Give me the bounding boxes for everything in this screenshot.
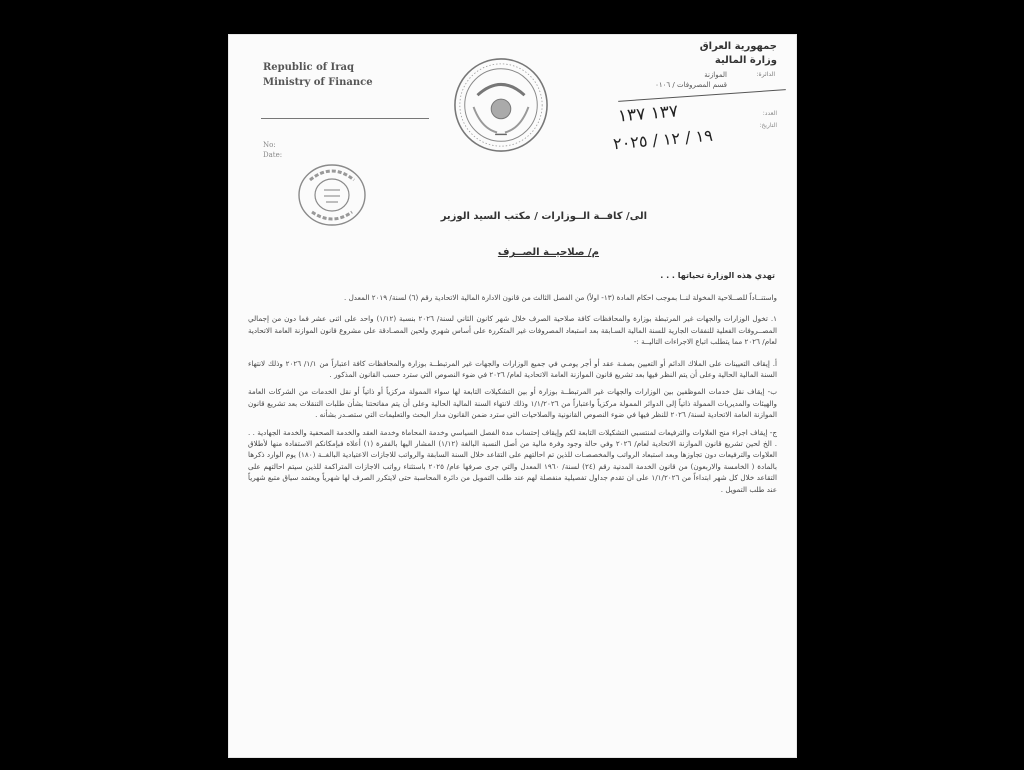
republic-label: Republic of Iraq (263, 62, 354, 73)
ministry-label: Ministry of Finance (263, 77, 373, 88)
document-page (228, 34, 797, 758)
date-label: Date: (263, 151, 283, 159)
english-letterhead (263, 60, 373, 90)
ministry-seal-icon (452, 56, 550, 154)
letterhead-divider (261, 118, 429, 119)
item-1: ١. تخول الوزارات والجهات غير المرتبطة بوزارة والمحافظات كافة صلاحية الصرف خلال شهر كانون الثاني لسنة/ ٢٠٢٦ بنسبة (١/١٢) واحد على اثنى عشر فما دون من إجمالي المصــروفات الفعلية للنفقات الجارية للسنة المالية السـابقة بعد استبعاد المصروفات غير المتكررة على أساس شهري ولحين المصـادقة على مشروع قانون الموازنة العامة الاتحادية لعام/ ٢٠٢٦ مما يتطلب اتباع الاجراءات التاليــة :- (248, 314, 778, 347)
greeting: تهدي هذه الوزارة تحياتها . . . (660, 271, 775, 280)
item-a: أ. إيقاف التعيينات على الملاك الدائم أو التعيين بصفـة عقد أو أجر يومـي في جميع الوزارات والجهات غير المرتبطــة بوزارة والمحافظات كافة اعتباراً من ١/١/ ٢٠٢٦ وذلك لانتهاء السنة المالية الحالية وعلى أن يتم النظر فيها بعد تشريع قانون الموازنة العامة الاتحادية لعام/ ٢٠٢٦ في ضوء النصوص التي سترد حسب القانون المذكور . (248, 358, 777, 380)
directorate-info (655, 70, 727, 90)
stamp-icon (296, 162, 368, 228)
arabic-letterhead-divider (618, 89, 786, 102)
arabic-letterhead (700, 40, 777, 68)
directorate-label: الدائرة: (756, 71, 775, 78)
document-body (248, 292, 777, 495)
date-label-ar: التاريخ: (759, 122, 777, 129)
ministry-label-ar: وزارة المالية (714, 55, 777, 66)
item-b: ب- إيقاف نقل خدمات الموظفين بين الوزارات والجهات غير المرتبطــة بوزارة أو بين التشكيلات التابعة لها سواء الممولة مركزياً أو ذاتياً أو نقل الخدمات من الشركات العامة والهيئات والمديريات الممولة ذاتياً إلى الدوائر الممولة مركزياً واعتباراً من ١/١/٢٠٢٦ وذلك لانتهاء السنة المالية الحالية وعلى أن يتم مفاتحتنا بشأن طلبات التنقلات بعد تشريع قانون الموازنة العامة الاتحادية لسنة/ ٢٠٢٦ للنظر فيها في ضوء النصوص القانونية والصلاحيات التي سترد ضمن القانون مدار البحث والتعليمات التي ستصـدر بشأنه . (248, 387, 777, 420)
arabic-ref-labels (759, 108, 777, 132)
handwritten-date: ١٩ / ١٢ / ٢٠٢٥ (612, 125, 714, 154)
english-ref-labels (263, 140, 282, 160)
addressee: الى/ كافــة الــوزارات / مكتب السيد الوزير (440, 211, 647, 222)
section-name: قسم المصروفات / ٠١٠٦ (655, 81, 727, 89)
directorate-name: الموازنة (704, 71, 727, 79)
subject-line: م/ صلاحيــة الصــرف (497, 247, 599, 258)
republic-label-ar: جمهورية العراق (699, 41, 777, 52)
intro-paragraph: واستنــاداً للصــلاحية المخولة لنــا بموجب احكام المادة (١٣- اولاً) من الفصل الثالث من قانون الادارة المالية الاتحادية رقم (٦) لسنة/ ٢٠١٩ المعدل . (344, 293, 777, 302)
no-label: No: (263, 141, 276, 149)
number-label-ar: العدد: (762, 110, 777, 117)
handwritten-number: ١٣٧ ١٣٧ (617, 101, 679, 127)
item-c: ج- إيقاف اجراء منح العلاوات والترفيعات لمنتسبي التشكيلات التابعة لكم وإيقاف إحتساب مدة الفصل السياسي وخدمة المحاماة وخدمة العقد والخدمة الصحفية والخدمة الجهادية . . . الخ لحين تشريع قانون الموازنة الاتحادية لعام/ ٢٠٢٦ وفي حالة وجود وفرة مالية من أصل النسبة البالغة (١/١٢) المشار اليها بالفقرة (١) أعلاه فبإمكانكم الاستفادة منها لأطلاق العلاوات والترفيعات دون تجاوزها وبعد استبعاد الرواتب والمخصصـات للذين تم احالتهم على التقاعد خلال السنة السابقة والرواتب للاجازات الاعتيادية البالغــة (١٨٠) يوم الوارد ذكرها بالمادة ( الخامسة والاربعون) من قانون الخدمة المدنية رقم (٢٤) لسنة/ ١٩٦٠ المعدل والتي جرى صرفها عام/ ٢٠٢٥ باستثناء رواتب الاجازات المتراكمة للذين سيتم احالتهم على التقاعد خلال كل شهر ابتداءاً من ١/١/٢٠٢٦ على ان تقدم جداول تفصيلية منفصلة لهم عند طلب التمويل من دائرة المحاسبة حتى لايتكرر الصرف لها شهرياً ويعتمد سياق متبع شهرياً عند طلب التمويل . (248, 427, 777, 494)
